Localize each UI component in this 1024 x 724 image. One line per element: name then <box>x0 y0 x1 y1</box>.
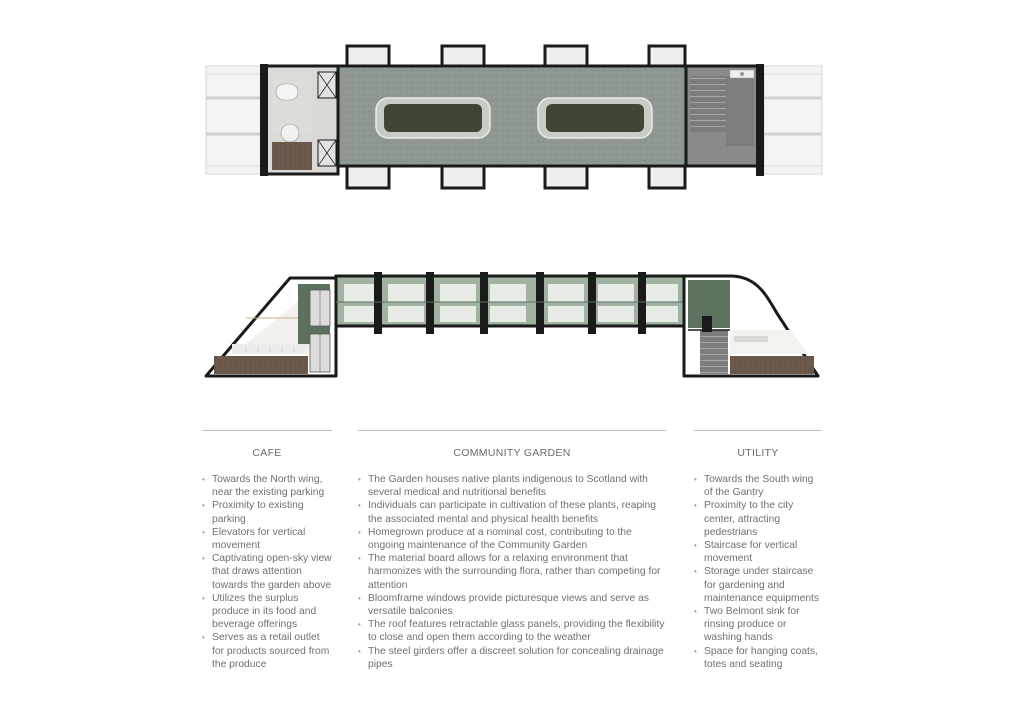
list-item: • Homegrown produce at a nominal cost, contributing to the ongoing maintenance of the Community Garden <box>358 526 666 552</box>
garden-heading: COMMUNITY GARDEN <box>453 447 571 459</box>
floor-plan <box>206 46 822 188</box>
gantry-right <box>764 66 822 174</box>
cafe-plan <box>260 64 338 176</box>
utility-column <box>694 430 822 671</box>
list-item: • Elevators for vertical movement <box>202 526 332 552</box>
garden-column <box>358 430 666 671</box>
list-item: • Serves as a retail outlet for products sourced from the produce <box>202 631 332 671</box>
list-item: • Proximity to existing parking <box>202 499 332 525</box>
list-item: • The steel girders offer a discreet solution for concealing drainage pipes <box>358 645 666 671</box>
list-item: • Space for hanging coats, totes and seating <box>694 645 822 671</box>
list-item: • Bloomframe windows provide picturesque views and serve as versatile balconies <box>358 592 666 618</box>
list-item: • Towards the South wing of the Gantry <box>694 473 822 499</box>
list-item: • The Garden houses native plants indigenous to Scotland with several medical and nutritional benefits <box>358 473 666 499</box>
list-item: • The material board allows for a relaxing environment that harmonizes with the surrounding flora, rather than competing for attention <box>358 552 666 592</box>
list-item: • Staircase for vertical movement <box>694 539 822 565</box>
list-item: • Captivating open-sky view that draws attention towards the garden above <box>202 552 332 592</box>
cafe-column <box>202 430 332 671</box>
list-item: • The roof features retractable glass panels, providing the flexibility to close and open them according to the weather <box>358 618 666 644</box>
cafe-heading: CAFE <box>252 447 282 459</box>
section-drawing <box>206 272 818 376</box>
utility-list <box>694 473 822 671</box>
utility-heading: UTILITY <box>737 447 779 459</box>
gantry-left <box>206 66 264 174</box>
bay-windows-bottom <box>347 164 685 188</box>
garden-list <box>358 473 666 671</box>
cafe-list <box>202 473 332 671</box>
list-item: • Storage under staircase for gardening and maintenance equipments <box>694 565 822 605</box>
divider <box>694 430 822 431</box>
utility-plan <box>686 64 764 176</box>
list-item: • Utilizes the surplus produce in its food and beverage offerings <box>202 592 332 632</box>
list-item: • Proximity to the city center, attracting pedestrians <box>694 499 822 539</box>
divider <box>358 430 666 431</box>
divider <box>202 430 332 431</box>
list-item: • Individuals can participate in cultivation of these plants, reaping the associated mental and physical health benefits <box>358 499 666 525</box>
list-item: • Towards the North wing, near the existing parking <box>202 473 332 499</box>
list-item: • Two Belmont sink for rinsing produce or washing hands <box>694 605 822 645</box>
